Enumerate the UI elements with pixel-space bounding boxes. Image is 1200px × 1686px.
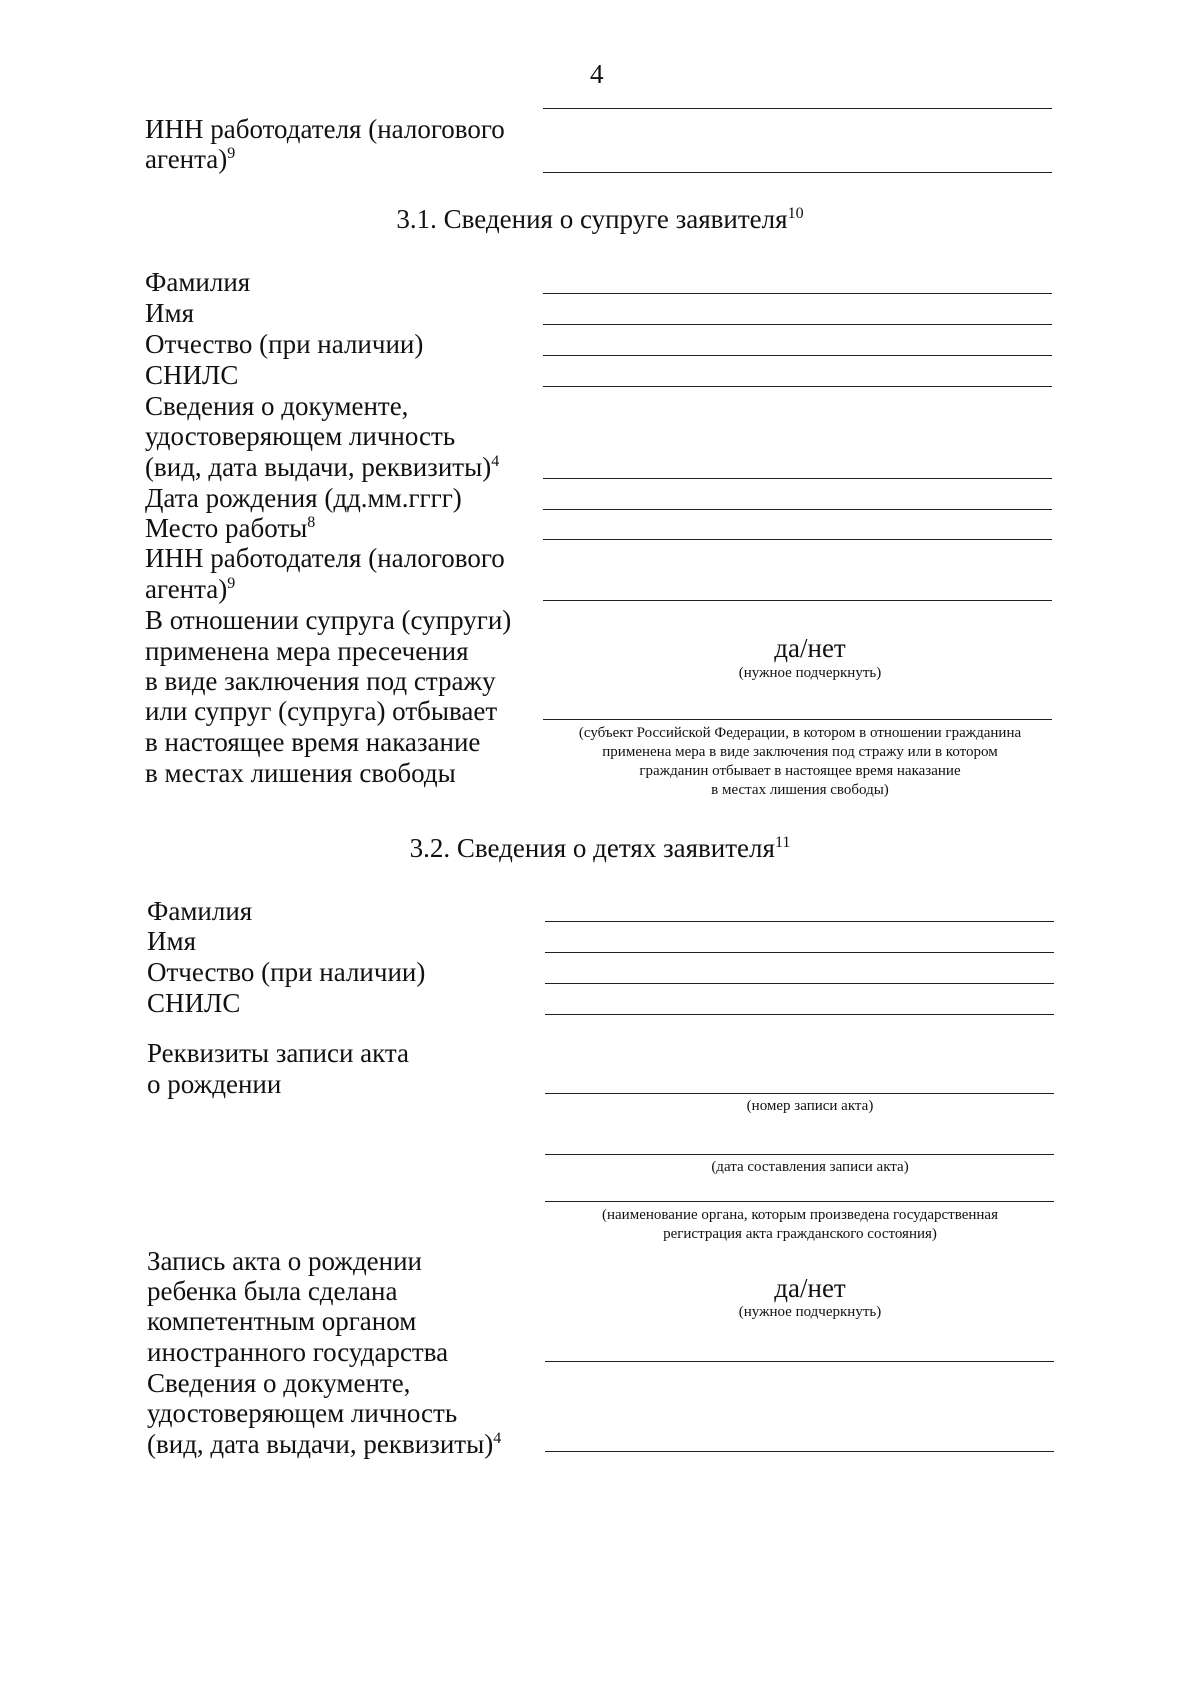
child-id-doc-field[interactable] (545, 1451, 1054, 1452)
footnote-ref: 4 (493, 1430, 502, 1447)
spouse-custody-yes-no[interactable]: да/нет (774, 633, 846, 663)
child-id-doc-label-1: Сведения о документе, (147, 1368, 411, 1398)
spouse-inn-label-2: агента)$^9$ (145, 574, 236, 604)
child-foreign-label-4: иностранного государства (147, 1337, 449, 1367)
child-record-date-caption: (дата составления записи акта) (711, 1159, 909, 1175)
spouse-birth-date-label: Дата рождения (дд.мм.гггг) (145, 483, 462, 513)
spouse-custody-label-1: В отношении супруга (супруги) (145, 605, 512, 635)
spouse-custody-label-4: или супруг (супруга) отбывает (145, 696, 498, 726)
spouse-id-doc-label-2: удостоверяющем личность (145, 421, 456, 451)
employer-inn-label-cont: агента)$^9$ (145, 144, 236, 174)
spouse-section-heading: 3.1. Сведения о супруге заявителя$^{10}$ (396, 204, 804, 234)
footnote-ref: 10 (787, 205, 804, 222)
child-authority-caption-2: регистрация акта гражданского состояния) (663, 1226, 937, 1242)
child-foreign-field[interactable] (545, 1361, 1054, 1362)
spouse-region-caption-3: гражданин отбывает в настоящее время наказание (639, 763, 961, 779)
child-underline-hint: (нужное подчеркнуть) (738, 1304, 882, 1320)
child-name-field[interactable] (545, 952, 1054, 953)
spouse-region-caption-4: в местах лишения свободы) (711, 782, 889, 798)
spouse-patronymic-field[interactable] (543, 355, 1052, 356)
employer-inn-label: ИНН работодателя (налогового (145, 114, 505, 144)
child-authority-field[interactable] (545, 1201, 1054, 1202)
spouse-birth-date-field[interactable] (543, 509, 1052, 510)
spouse-snils-label: СНИЛС (145, 360, 239, 390)
spouse-id-doc-label-1: Сведения о документе, (145, 391, 409, 421)
child-name-label: Имя (147, 926, 197, 956)
footnote-ref: 9 (227, 145, 236, 162)
child-foreign-label-2: ребенка была сделана (147, 1276, 398, 1306)
spouse-patronymic-label: Отчество (при наличии) (145, 329, 424, 359)
spouse-workplace-label: Место работы$^8$ (145, 513, 316, 543)
spouse-custody-label-3: в виде заключения под стражу (145, 666, 496, 696)
page-number: 4 (590, 59, 604, 89)
spouse-surname-label: Фамилия (145, 267, 251, 297)
spouse-underline-hint: (нужное подчеркнуть) (738, 665, 882, 681)
spouse-inn-label-1: ИНН работодателя (налогового (145, 543, 505, 573)
spouse-id-doc-label-3: (вид, дата выдачи, реквизиты)$^4$ (145, 452, 500, 482)
child-record-date-field[interactable] (545, 1154, 1054, 1155)
footnote-ref: 9 (227, 575, 236, 592)
spouse-region-field[interactable] (543, 719, 1052, 720)
child-id-doc-label-3: (вид, дата выдачи, реквизиты)$^4$ (147, 1429, 502, 1459)
child-record-number-caption: (номер записи акта) (746, 1098, 874, 1114)
child-patronymic-field[interactable] (545, 983, 1054, 984)
child-surname-label: Фамилия (147, 896, 253, 926)
spouse-name-field[interactable] (543, 324, 1052, 325)
child-id-doc-label-2: удостоверяющем личность (147, 1398, 458, 1428)
spouse-name-label: Имя (145, 298, 195, 328)
child-surname-field[interactable] (545, 921, 1054, 922)
spouse-custody-label-6: в местах лишения свободы (145, 758, 456, 788)
child-snils-label: СНИЛС (147, 988, 241, 1018)
spouse-region-caption-1: (субъект Российской Федерации, в котором в отношении гражданина (578, 725, 1022, 741)
employer-inn-line-2[interactable] (543, 172, 1052, 173)
spouse-region-caption-2: применена мера в виде заключения под стражу или в котором (602, 744, 998, 760)
child-snils-field[interactable] (545, 1014, 1054, 1015)
spouse-surname-field[interactable] (543, 293, 1052, 294)
employer-inn-line-1[interactable] (543, 108, 1052, 109)
spouse-inn-field[interactable] (543, 600, 1052, 601)
child-foreign-label-1: Запись акта о рождении (147, 1246, 423, 1276)
child-foreign-yes-no[interactable]: да/нет (774, 1273, 846, 1303)
child-record-number-field[interactable] (545, 1093, 1054, 1094)
footnote-ref: 11 (774, 834, 791, 851)
footnote-ref: 8 (307, 514, 316, 531)
spouse-custody-label-5: в настоящее время наказание (145, 727, 481, 757)
child-patronymic-label: Отчество (при наличии) (147, 957, 426, 987)
spouse-workplace-field[interactable] (543, 539, 1052, 540)
spouse-snils-field[interactable] (543, 386, 1052, 387)
child-birth-record-label-2: о рождении (147, 1069, 282, 1099)
children-section-heading: 3.2. Сведения о детях заявителя$^{11}$ (409, 833, 791, 863)
child-birth-record-label-1: Реквизиты записи акта (147, 1038, 409, 1068)
child-authority-caption-1: (наименование органа, которым произведена государственная (602, 1207, 998, 1223)
child-foreign-label-3: компетентным органом (147, 1306, 417, 1336)
spouse-custody-label-2: применена мера пресечения (145, 636, 469, 666)
footnote-ref: 4 (491, 453, 500, 470)
spouse-id-doc-field[interactable] (543, 478, 1052, 479)
